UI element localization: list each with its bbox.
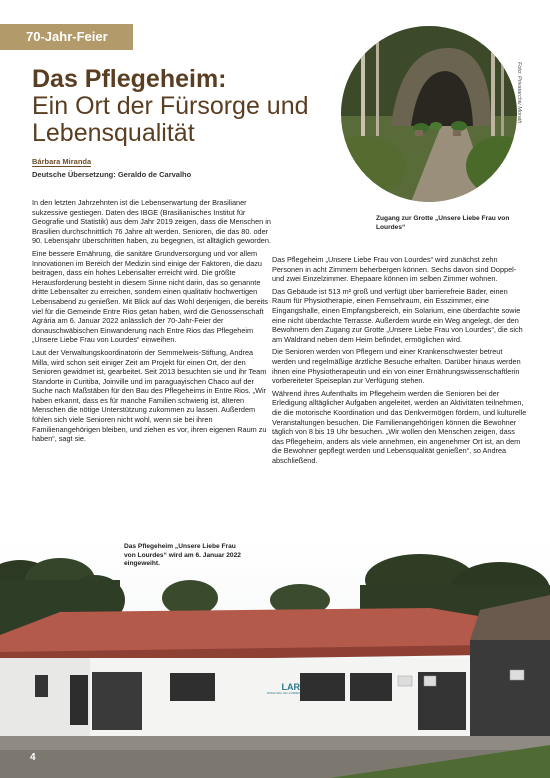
lar-sign-subtext: NOSSA SRA. DE LOURDES: [266, 692, 300, 695]
article-column-right: [272, 255, 528, 468]
nursing-home-photo: [0, 540, 550, 778]
paragraph: Das Pflegeheim „Unsere Liebe Frau von Lourdes“ wird zunächst zehn Personen in acht Zimmern beherbergen können. Sechs davon sind Doppel- und zwei Einzelzimmer. Ehepaare können im selben Zimmer wohnen.: [272, 255, 517, 284]
author-name: [32, 157, 91, 166]
paragraph: Eine bessere Ernährung, die sanitäre Grundversorgung und vor allem Innovationen im Bereich der Medizin sind einige der Faktoren, die dazu beitragen, dass ein hohes Lebensalter erreicht wird. Die größte Herausforderung besteht in diesem Sinne nicht darin, das so genannte dritte Lebensalter zu erreichen, sondern einen qualitativ hochwertigen Lebensabend zu genießen. Mit Blick auf das Wohl derjenigen, die bereits viel für die Gemeinde Entre Rios getan haben, wird die Genossenschaft Agrária am 6. Januar 2022 anlässlich der 70-Jahr-Feier der donauschwäbischen Einwanderung nach Entre Rios das Pflegeheim „Unsere Liebe Frau von Lourdes“ einweihen.: [32, 248, 268, 345]
author-name-text: Bárbara Miranda: [32, 157, 92, 166]
article-subtitle: Ein Ort der Fürsorge und Lebensqualität: [32, 92, 309, 147]
lar-sign-text: LAR: [281, 682, 300, 692]
article-title: Das Pflegeheim:: [32, 65, 227, 93]
translator-credit: Deutsche Übersetzung: Geraldo de Carvalho: [32, 170, 192, 179]
paragraph: Während ihres Aufenthalts im Pflegeheim werden die Senioren bei der Erledigung alltäglicher Aufgaben angeleitet, werden an Aktivitäten teilnehmen, die die motorische Koordination und das Denkvermögen fördern, und kulturelle Veranstaltungen besuchen. Die Familienangehörigen können die Bewohner täglich von 8 bis 19 Uhr besuchen. „Wir wollen den Menschen zeigen, dass das Pflegeheim, anders als viele annehmen, ein angenehmer Ort ist, an dem die Bewohner gepflegt werden und Lebensqualität genießen“, so Andrea abschließend.: [272, 388, 527, 465]
paragraph: Die Senioren werden von Pflegern und einer Krankenschwester betreut werden und regelmäßige ärztliche Besuche erhalten. Darüber hinaus werden ihnen eine Physiotherapeutin und ein von einer Ernährungswissenschaftlerin vorbereiteter Speiseplan zur Verfügung stehen.: [272, 347, 521, 386]
paragraph: Das Gebäude ist 513 m² groß und verfügt über barrierefreie Bäder, einen Raum für Physiotherapie, einen Fernsehraum, ein Esszimmer, eine Eingangshalle, einen Empfangsbereich, ein Solarium, eine überdachte sowie eine nicht überdachte Terrasse. Außerdem wurde ein Weg angelegt, der den Bewohnern den Zugang zur Grotte „Unsere Liebe Frau von Lourdes“, die sich am Waldrand neben dem Heim befindet, ermöglichen wird.: [272, 286, 523, 344]
photo-credit: Foto: Privatarchiv Morath: [516, 62, 522, 124]
section-tag: 70-Jahr-Feier: [0, 24, 133, 50]
page-number: 4: [30, 752, 36, 763]
grotto-photo: [341, 26, 517, 202]
paragraph: Laut der Verwaltungskoordinatorin der Semmelweis-Stiftung, Andrea Milla, wird schon seit einiger Zeit am Projekt für einen Ort, der den Senioren gewidmet ist, gearbeitet. Seit 2013 besuchten sie und ihr Team Standorte in Curitiba, Joinville und im paraguayischen Chaco auf der Suche nach Maßstäben für den Bau des Pflegeheims in Entre Rios. „Wir haben erkannt, dass es für manche Familien schwierig ist, älteren Menschen die nötige Unterstützung zukommen zu lassen. Außerdem fühlen sich viele Senioren nicht wohl, wenn sie bei ihren Familienangehörigen bleiben, und ziehen es vor, ihren eigenen Raum zu haben“, sagt sie.: [32, 347, 267, 444]
article-column-left: [32, 198, 272, 447]
lar-sign: [262, 682, 300, 706]
grotto-caption: Zugang zur Grotte „Unsere Liebe Frau von Lourdes“: [376, 215, 510, 231]
paragraph: In den letzten Jahrzehnten ist die Lebenserwartung der Brasilianer sukzessive gestiegen. Daten des IBGE (Brasilianisches Institut für Geografie und Statistik) aus dem Jahr 2019 zeigen, dass die Menschen in Brasilien durchschnittlich 76 Jahre alt werden. Senioren, die das 80. oder 90. Lebensjahr überschritten haben, zu begegnen, ist alltäglich geworden.: [32, 198, 271, 246]
nursing-home-caption: Das Pflegeheim „Unsere Liebe Frau von Lourdes“ wird am 6. Januar 2022 eingeweiht.: [124, 543, 241, 567]
